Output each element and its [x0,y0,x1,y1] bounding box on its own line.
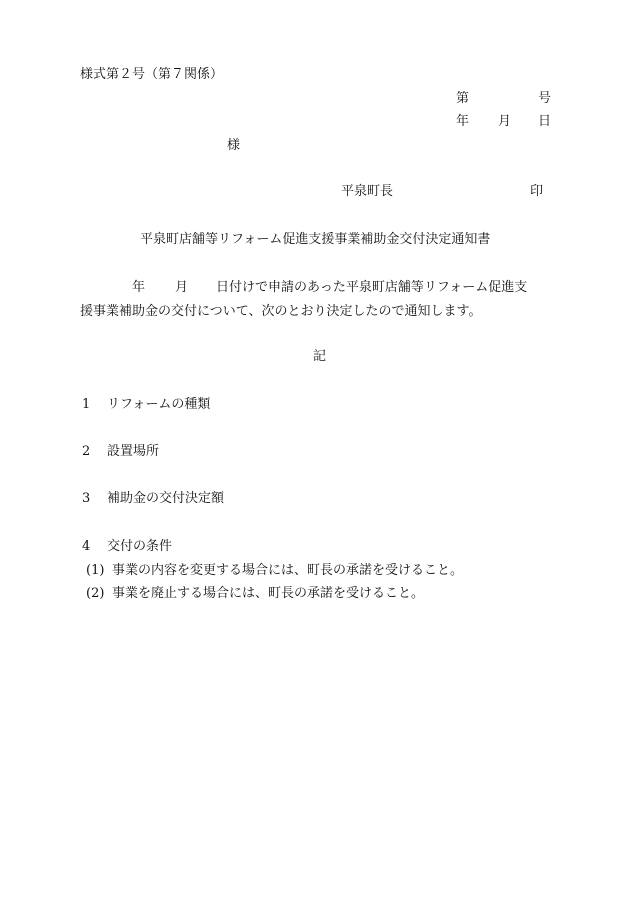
item-label-2: 設置場所 [107,444,160,459]
body-line-1 [80,276,555,300]
condition-number-1: (1) [86,563,105,578]
item-label-1: リフォームの種類 [107,397,211,412]
item-label-4: 交付の条件 [107,539,173,554]
item-label-3: 補助金の交付決定額 [107,491,225,506]
issuer-name: 平泉町長 [341,184,394,199]
form-label: 様式第２号（第７関係） [80,67,224,82]
item-number-4: 4 [82,539,91,554]
condition-number-2: (2) [86,586,105,601]
body-month: 月 [175,280,189,295]
document-title: 平泉町店舗等リフォーム促進支援事業補助金交付決定通知書 [140,232,491,247]
body-year: 年 [132,280,146,295]
condition-text-2: 事業を廃止する場合には、町長の承諾を受けること。 [112,586,425,601]
number-prefix: 第 [456,91,470,106]
addressee-suffix: 様 [227,138,241,153]
date-month: 月 [498,114,512,129]
item-number-2: 2 [82,444,91,459]
condition-text-1: 事業の内容を変更する場合には、町長の承諾を受けること。 [112,563,464,578]
date-year: 年 [456,114,470,129]
item-number-3: 3 [82,491,91,506]
number-suffix: 号 [538,91,552,106]
date-day: 日 [538,114,552,129]
body-line-1-rest: 日付けで申請のあった平泉町店舗等リフォーム促進支 [216,280,528,295]
item-number-1: 1 [82,397,91,412]
body-paragraph [80,276,555,324]
seal-mark: 印 [530,184,544,199]
body-line-2: 援事業補助金の交付について、次のとおり決定したので通知します。 [80,304,482,319]
ki-heading: 記 [313,349,327,364]
